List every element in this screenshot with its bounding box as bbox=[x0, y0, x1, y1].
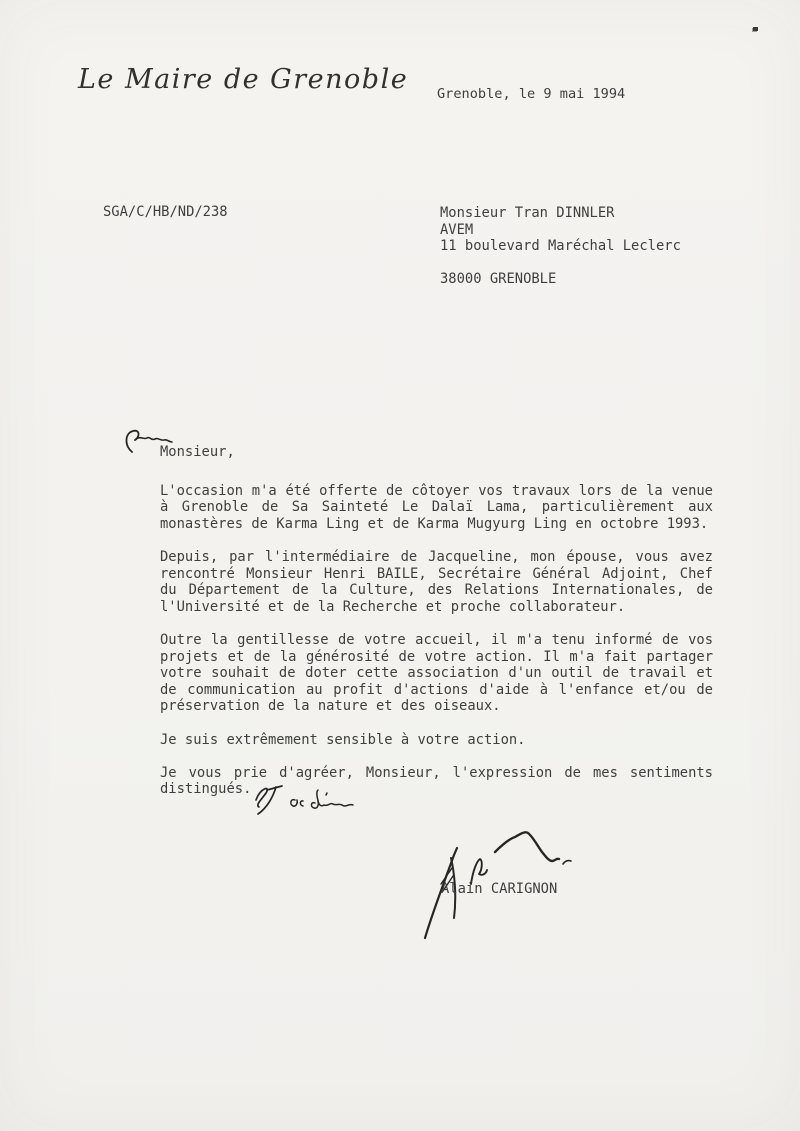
signature-typed-name: Alain CARIGNON bbox=[441, 881, 558, 897]
scan-speck bbox=[753, 27, 758, 31]
address-line: AVEM bbox=[440, 221, 474, 238]
body-paragraph: Depuis, par l'intermédiaire de Jacqueline, mon épouse, vous avez rencontré Monsieur Henri BAILE, Secrétaire Général Adjoint, Chef du Département de la Culture, des Relations Internationales, de l'Université et de la Recherche et proche collaborateur. bbox=[160, 548, 713, 615]
body-paragraph: Je suis extrêmement sensible à votre action. bbox=[160, 731, 526, 748]
letterhead-script-title: Le Maire de Grenoble bbox=[78, 64, 409, 95]
address-line: 11 boulevard Maréchal Leclerc bbox=[440, 238, 681, 255]
handwritten-closing-note bbox=[248, 780, 360, 818]
body-paragraph: Je vous prie d'agréer, Monsieur, l'expression de mes sentiments distingués. bbox=[160, 764, 713, 798]
body-paragraph: L'occasion m'a été offerte de côtoyer vos travaux lors de la venue à Grenoble de Sa Sainteté Le Dalaï Lama, particulièrement aux monastères de Karma Ling et de Karma Mugyurg Ling en octobre 1993. bbox=[160, 482, 713, 532]
body-paragraph: Outre la gentillesse de votre accueil, il m'a tenu informé de vos projets et de la générosité de votre action. Il m'a fait partager votre souhait de doter cette association d'un outil de travail et de communication au profit d'actions d'aide à l'enfance et/ou de préservation de la nature et des oiseaux. bbox=[160, 631, 713, 715]
recipient-address bbox=[440, 205, 681, 288]
letter-body bbox=[160, 444, 713, 798]
dateline: Grenoble, le 9 mai 1994 bbox=[437, 86, 626, 102]
reference-number: SGA/C/HB/ND/238 bbox=[103, 204, 228, 220]
address-line: Monsieur Tran DINNLER bbox=[440, 205, 615, 221]
postal-line: 38000 GRENOBLE bbox=[440, 271, 557, 288]
salutation: Monsieur, bbox=[160, 444, 235, 460]
